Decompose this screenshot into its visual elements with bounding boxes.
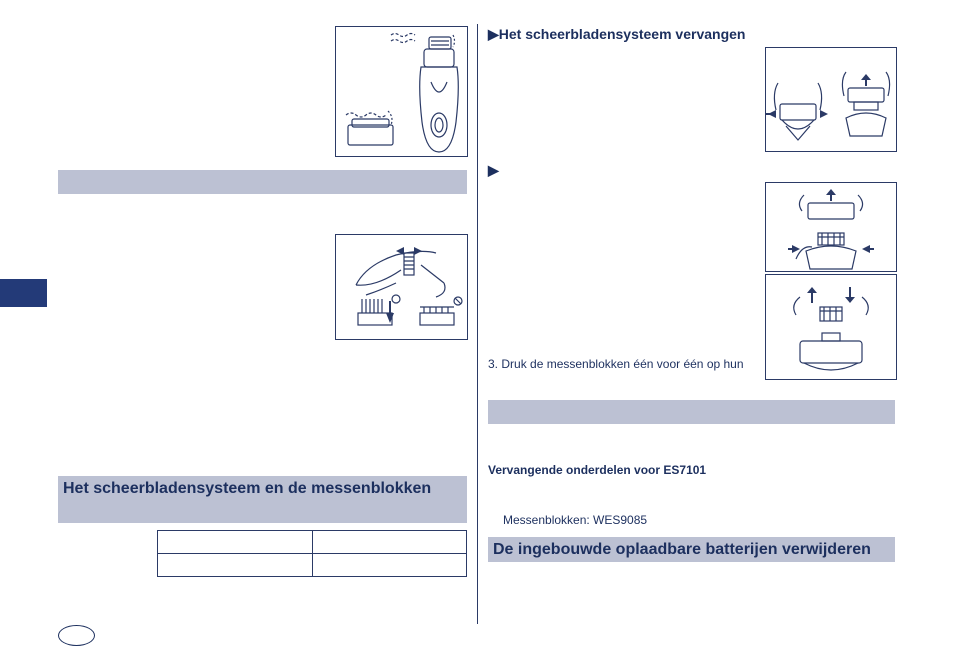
- section-band-1: [58, 170, 467, 194]
- remove-blades-illustration: [766, 183, 896, 271]
- step-3-number: 3.: [488, 357, 499, 371]
- language-indicator-oval: [58, 625, 95, 646]
- step-3: [488, 357, 744, 371]
- parts-heading: Vervangende onderdelen voor ES7101: [488, 463, 707, 477]
- table-cell: [312, 554, 467, 577]
- column-divider: [477, 24, 478, 624]
- section-title-battery: De ingebouwde oplaadbare batterijen verwijderen: [493, 541, 871, 558]
- section-band-blades: [58, 476, 467, 523]
- arrow-marker-2: [488, 162, 499, 179]
- replace-frame-illustration: [766, 48, 896, 151]
- table-cell: [158, 554, 313, 577]
- subheading-replace: [488, 26, 745, 43]
- language-side-tab: [0, 279, 47, 307]
- part-blades-item: Messenblokken: WES9085: [503, 513, 648, 527]
- section-band-battery: [488, 537, 895, 562]
- figure-shaver-rinse: [335, 26, 468, 157]
- section-title-blades: Het scheerbladensysteem en de messenblokken: [63, 480, 432, 497]
- figure-brush-cleaning: [335, 234, 468, 340]
- table-row: [158, 554, 467, 577]
- brush-cleaning-illustration: [336, 235, 467, 339]
- section-band-right: [488, 400, 895, 424]
- press-blades-illustration: [766, 275, 896, 379]
- figure-press-blades: [765, 274, 897, 380]
- parts-table: [157, 530, 467, 577]
- table-row: [158, 531, 467, 554]
- shaver-rinse-illustration: [336, 27, 467, 156]
- figure-remove-blades: [765, 182, 897, 272]
- step-3-text: Druk de messenblokken één voor één op hun: [501, 357, 744, 371]
- table-cell: [312, 531, 467, 554]
- table-cell: [158, 531, 313, 554]
- figure-replace-frame: [765, 47, 897, 152]
- subheading-replace-text: Het scheerbladensysteem vervangen: [498, 26, 746, 42]
- arrow-marker-icon: ▶: [488, 26, 499, 42]
- arrow-marker-icon: ▶: [488, 162, 499, 178]
